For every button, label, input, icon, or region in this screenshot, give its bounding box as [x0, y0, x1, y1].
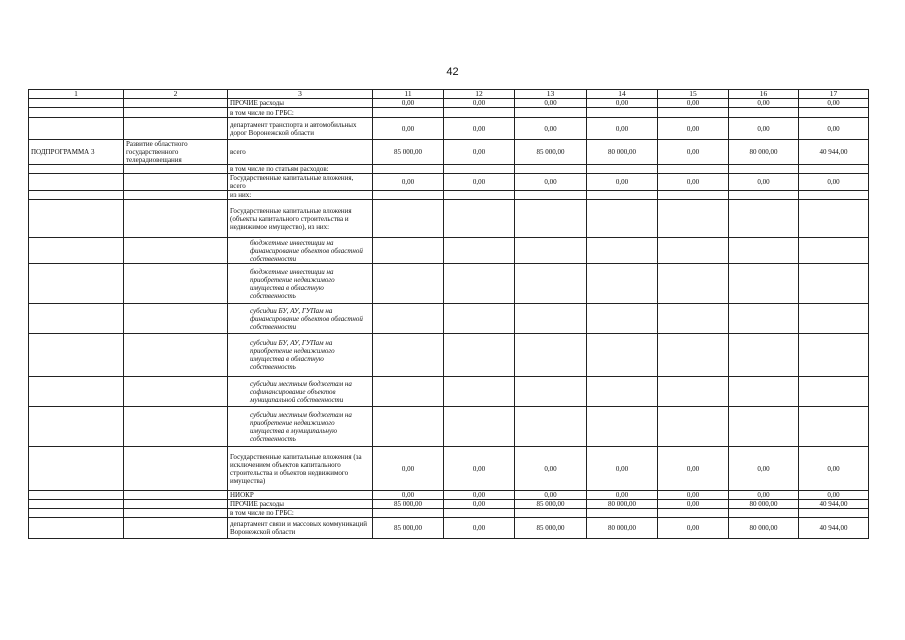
header-cell: 17 [799, 90, 869, 99]
expense-label-cell: ПРОЧИЕ расходы [228, 500, 373, 509]
value-cell [373, 165, 444, 174]
value-cell [587, 407, 658, 447]
value-cell [658, 238, 729, 264]
program-code-cell [29, 191, 124, 200]
value-cell [373, 200, 444, 238]
table-row [29, 518, 869, 539]
program-code-cell [29, 99, 124, 108]
value-cell: 80 000,00 [587, 500, 658, 509]
value-cell [373, 377, 444, 407]
table-row [29, 191, 869, 200]
value-cell: 0,00 [658, 447, 729, 491]
value-cell [799, 407, 869, 447]
value-cell [444, 407, 515, 447]
value-cell [658, 407, 729, 447]
value-cell: 0,00 [658, 140, 729, 165]
program-name-cell [124, 191, 228, 200]
value-cell [444, 264, 515, 304]
value-cell: 0,00 [658, 518, 729, 539]
value-cell [444, 238, 515, 264]
value-cell: 80 000,00 [587, 140, 658, 165]
value-cell: 0,00 [729, 118, 799, 140]
program-code-cell [29, 500, 124, 509]
value-cell [373, 238, 444, 264]
value-cell [515, 509, 587, 518]
header-cell: 3 [228, 90, 373, 99]
table-row [29, 509, 869, 518]
expense-label-cell: Государственные капитальные вложения, всего [228, 174, 373, 191]
value-cell: 85 000,00 [515, 518, 587, 539]
program-name-cell [124, 118, 228, 140]
expense-label-cell: субсидии БУ, АУ, ГУПам на финансирование объектов областной собственности [228, 304, 373, 334]
value-cell [799, 509, 869, 518]
value-cell: 0,00 [729, 99, 799, 108]
table-row [29, 407, 869, 447]
value-cell [373, 407, 444, 447]
expense-label-cell: субсидии БУ, АУ, ГУПам на приобретение недвижимого имущества в областную собственность [228, 334, 373, 377]
value-cell [373, 334, 444, 377]
value-cell: 80 000,00 [729, 518, 799, 539]
value-cell [587, 377, 658, 407]
program-code-cell [29, 118, 124, 140]
table-row [29, 165, 869, 174]
value-cell [515, 407, 587, 447]
program-code-cell [29, 200, 124, 238]
value-cell [587, 509, 658, 518]
expense-label-cell: в том числе по ГРБС: [228, 509, 373, 518]
value-cell [373, 304, 444, 334]
value-cell [515, 334, 587, 377]
value-cell [444, 377, 515, 407]
table-header-row [29, 90, 869, 99]
value-cell [515, 165, 587, 174]
header-cell: 11 [373, 90, 444, 99]
value-cell [587, 238, 658, 264]
value-cell [729, 238, 799, 264]
value-cell [799, 108, 869, 118]
value-cell [799, 264, 869, 304]
value-cell: 0,00 [658, 118, 729, 140]
program-name-cell [124, 500, 228, 509]
value-cell [729, 509, 799, 518]
program-code-cell [29, 165, 124, 174]
value-cell [515, 264, 587, 304]
program-name-cell [124, 200, 228, 238]
value-cell [799, 200, 869, 238]
value-cell [729, 108, 799, 118]
value-cell: 40 944,00 [799, 500, 869, 509]
value-cell [444, 509, 515, 518]
value-cell [658, 108, 729, 118]
table-row [29, 334, 869, 377]
expense-label-cell: из них: [228, 191, 373, 200]
program-code-cell [29, 377, 124, 407]
value-cell [373, 264, 444, 304]
value-cell: 0,00 [373, 174, 444, 191]
value-cell: 0,00 [729, 174, 799, 191]
program-name-cell [124, 334, 228, 377]
value-cell: 0,00 [515, 447, 587, 491]
value-cell: 0,00 [444, 174, 515, 191]
program-name-cell [124, 377, 228, 407]
value-cell: 85 000,00 [373, 518, 444, 539]
value-cell [658, 264, 729, 304]
program-name-cell [124, 407, 228, 447]
program-name-cell [124, 174, 228, 191]
value-cell: 0,00 [515, 174, 587, 191]
value-cell [587, 108, 658, 118]
value-cell [729, 165, 799, 174]
table-row [29, 377, 869, 407]
value-cell [444, 304, 515, 334]
expense-label-cell: бюджетные инвестиции на финансирование объектов областной собственности [228, 238, 373, 264]
value-cell: 0,00 [587, 174, 658, 191]
value-cell [587, 200, 658, 238]
value-cell [587, 264, 658, 304]
value-cell [444, 191, 515, 200]
program-name-cell [124, 518, 228, 539]
value-cell: 0,00 [587, 447, 658, 491]
expense-label-cell: всего [228, 140, 373, 165]
value-cell [515, 238, 587, 264]
value-cell: 0,00 [587, 118, 658, 140]
value-cell [515, 108, 587, 118]
expense-label-cell: в том числе по ГРБС: [228, 108, 373, 118]
value-cell [729, 304, 799, 334]
value-cell: 80 000,00 [729, 140, 799, 165]
table-row [29, 174, 869, 191]
value-cell: 0,00 [658, 174, 729, 191]
expense-label-cell: бюджетные инвестиции на приобретение недвижимого имущества в областную собственность [228, 264, 373, 304]
header-cell: 13 [515, 90, 587, 99]
value-cell [444, 165, 515, 174]
value-cell: 80 000,00 [587, 518, 658, 539]
value-cell [658, 191, 729, 200]
value-cell [587, 165, 658, 174]
value-cell: 0,00 [587, 491, 658, 500]
header-cell: 1 [29, 90, 124, 99]
value-cell: 0,00 [444, 491, 515, 500]
value-cell [799, 334, 869, 377]
value-cell [658, 165, 729, 174]
value-cell: 0,00 [799, 447, 869, 491]
header-cell: 12 [444, 90, 515, 99]
value-cell [658, 377, 729, 407]
header-cell: 16 [729, 90, 799, 99]
value-cell: 0,00 [799, 174, 869, 191]
program-code-cell [29, 238, 124, 264]
table-row [29, 99, 869, 108]
value-cell: 0,00 [729, 491, 799, 500]
program-name-cell [124, 491, 228, 500]
value-cell [587, 334, 658, 377]
value-cell: 40 944,00 [799, 140, 869, 165]
header-cell: 15 [658, 90, 729, 99]
table-row [29, 118, 869, 140]
value-cell: 0,00 [587, 99, 658, 108]
program-name-cell [124, 99, 228, 108]
value-cell: 0,00 [373, 118, 444, 140]
program-code-cell [29, 491, 124, 500]
value-cell: 0,00 [799, 491, 869, 500]
value-cell [729, 407, 799, 447]
value-cell [515, 377, 587, 407]
expense-label-cell: субсидии местным бюджетам на приобретение недвижимого имущества в муниципальную собственность [228, 407, 373, 447]
value-cell: 0,00 [373, 447, 444, 491]
program-name-cell [124, 264, 228, 304]
value-cell: 85 000,00 [373, 140, 444, 165]
program-name-cell: Развитие областного государственного телерадиовещания [124, 140, 228, 165]
program-code-cell [29, 509, 124, 518]
value-cell [658, 304, 729, 334]
value-cell [658, 334, 729, 377]
value-cell [799, 304, 869, 334]
value-cell: 0,00 [729, 447, 799, 491]
budget-table [28, 89, 869, 539]
value-cell [729, 334, 799, 377]
expense-label-cell: департамент транспорта и автомобильных дорог Воронежской области [228, 118, 373, 140]
value-cell [729, 377, 799, 407]
value-cell: 0,00 [373, 99, 444, 108]
table-row [29, 140, 869, 165]
value-cell: 0,00 [799, 118, 869, 140]
value-cell: 0,00 [799, 99, 869, 108]
expense-label-cell: Государственные капитальные вложения (за исключением объектов капитального строительства и объектов недвижимого имущества) [228, 447, 373, 491]
value-cell: 0,00 [658, 500, 729, 509]
value-cell [729, 200, 799, 238]
value-cell [373, 509, 444, 518]
value-cell: 0,00 [444, 518, 515, 539]
value-cell: 0,00 [515, 118, 587, 140]
program-code-cell [29, 304, 124, 334]
value-cell [799, 191, 869, 200]
value-cell [658, 200, 729, 238]
table-row [29, 304, 869, 334]
value-cell [658, 509, 729, 518]
value-cell [444, 334, 515, 377]
program-code-cell [29, 334, 124, 377]
program-code-cell [29, 447, 124, 491]
value-cell: 40 944,00 [799, 518, 869, 539]
value-cell: 85 000,00 [515, 140, 587, 165]
table-row [29, 200, 869, 238]
header-cell: 2 [124, 90, 228, 99]
program-code-cell [29, 407, 124, 447]
expense-label-cell: Государственные капитальные вложения (объекты капитального строительства и недвижимое имущество), из них: [228, 200, 373, 238]
value-cell [799, 165, 869, 174]
value-cell: 0,00 [515, 491, 587, 500]
table-row [29, 491, 869, 500]
program-code-cell [29, 108, 124, 118]
value-cell [373, 108, 444, 118]
table-row [29, 264, 869, 304]
expense-label-cell: ПРОЧИЕ расходы [228, 99, 373, 108]
value-cell [799, 377, 869, 407]
value-cell: 0,00 [658, 99, 729, 108]
program-name-cell [124, 304, 228, 334]
value-cell [515, 191, 587, 200]
value-cell: 0,00 [444, 447, 515, 491]
table-row [29, 108, 869, 118]
value-cell: 0,00 [658, 491, 729, 500]
table-row [29, 238, 869, 264]
value-cell [587, 191, 658, 200]
value-cell: 0,00 [444, 99, 515, 108]
program-name-cell [124, 238, 228, 264]
expense-label-cell: в том числе по статьям расходов: [228, 165, 373, 174]
header-cell: 14 [587, 90, 658, 99]
value-cell: 0,00 [444, 500, 515, 509]
value-cell [515, 200, 587, 238]
program-code-cell [29, 264, 124, 304]
value-cell: 0,00 [444, 140, 515, 165]
program-name-cell [124, 165, 228, 174]
program-name-cell [124, 108, 228, 118]
value-cell [444, 108, 515, 118]
value-cell [799, 238, 869, 264]
value-cell: 0,00 [373, 491, 444, 500]
program-code-cell [29, 518, 124, 539]
value-cell [729, 191, 799, 200]
program-name-cell [124, 447, 228, 491]
value-cell [444, 200, 515, 238]
value-cell [515, 304, 587, 334]
value-cell: 0,00 [444, 118, 515, 140]
value-cell: 85 000,00 [515, 500, 587, 509]
program-code-cell: ПОДПРОГРАММА 3 [29, 140, 124, 165]
program-name-cell [124, 509, 228, 518]
table-row [29, 447, 869, 491]
expense-label-cell: департамент связи и массовых коммуникаций Воронежской области [228, 518, 373, 539]
value-cell: 80 000,00 [729, 500, 799, 509]
value-cell: 85 000,00 [373, 500, 444, 509]
program-code-cell [29, 174, 124, 191]
expense-label-cell: НИОКР [228, 491, 373, 500]
expense-label-cell: субсидии местным бюджетам на софинансирование объектов муниципальной собственности [228, 377, 373, 407]
page-number: 42 [446, 66, 459, 78]
table-row [29, 500, 869, 509]
value-cell [729, 264, 799, 304]
value-cell: 0,00 [515, 99, 587, 108]
value-cell [373, 191, 444, 200]
value-cell [587, 304, 658, 334]
